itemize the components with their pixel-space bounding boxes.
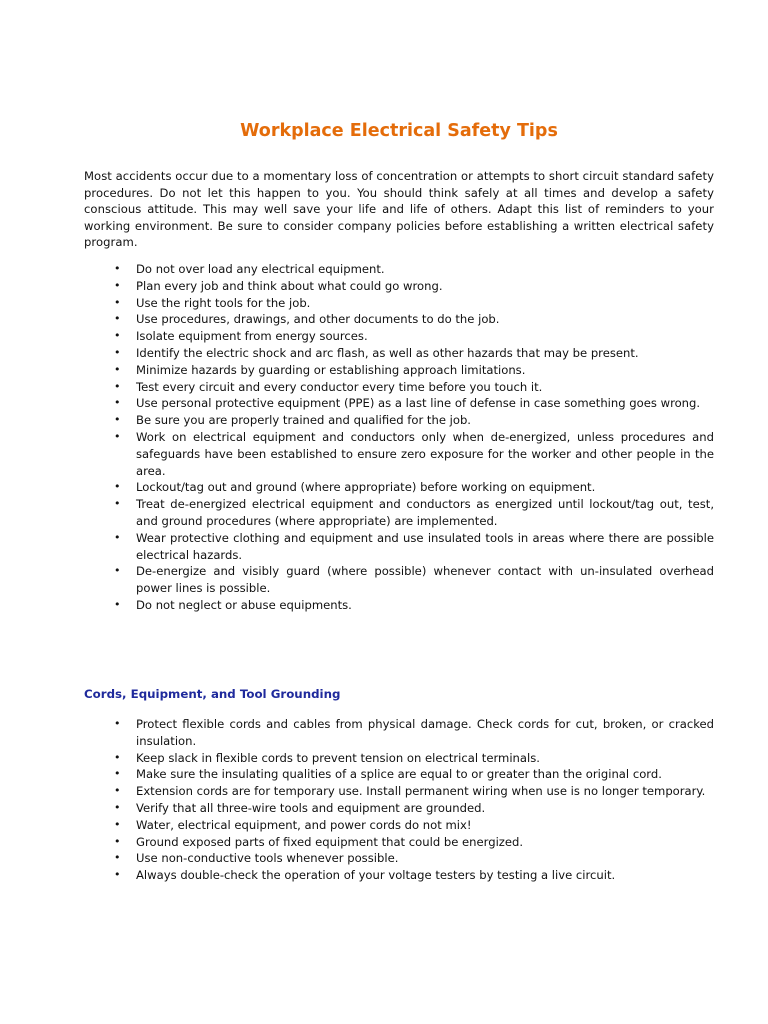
bullet-icon: • xyxy=(114,379,121,393)
list-item-text: Make sure the insulating qualities of a splice are equal to or greater than the original cord. xyxy=(136,767,662,782)
list-item-text: Do not over load any electrical equipment. xyxy=(136,262,385,276)
bullet-icon: • xyxy=(114,717,121,730)
list-item-text: Wear protective clothing and equipment and use insulated tools in areas where there are possible electrical hazards. xyxy=(136,530,714,562)
safety-tips-list xyxy=(84,261,714,614)
list-item xyxy=(84,750,714,767)
list-item xyxy=(84,800,714,817)
list-item-text: Isolate equipment from energy sources. xyxy=(136,329,368,344)
list-item xyxy=(84,311,714,328)
bullet-icon: • xyxy=(114,597,121,611)
bullet-icon: • xyxy=(114,800,121,814)
list-item xyxy=(84,345,714,362)
list-item-text: Water, electrical equipment, and power cords do not mix! xyxy=(136,817,472,832)
list-item-text: Keep slack in flexible cords to prevent tension on electrical terminals. xyxy=(136,750,540,765)
list-item xyxy=(84,597,714,614)
grounding-tips-list xyxy=(84,716,714,884)
list-item-text: De-energize and visibly guard (where possible) whenever contact with un-insulated overhead power lines is possible. xyxy=(136,564,714,596)
list-item xyxy=(84,817,714,834)
list-item xyxy=(84,261,714,278)
list-item xyxy=(84,496,714,530)
bullet-icon: • xyxy=(114,480,121,494)
list-item xyxy=(84,766,714,783)
bullet-icon: • xyxy=(114,262,121,275)
list-item xyxy=(84,563,714,597)
bullet-icon: • xyxy=(114,396,121,410)
list-item xyxy=(84,412,714,429)
list-item-text: Treat de-energized electrical equipment and conductors as energized until lockout/tag out, test, and ground procedures (where appropriate) are implemented. xyxy=(136,497,714,528)
list-item-text: Extension cords are for temporary use. Install permanent wiring when use is no longer temporary. xyxy=(136,784,706,799)
list-item xyxy=(84,850,714,867)
list-item-text: Use procedures, drawings, and other documents to do the job. xyxy=(136,312,500,327)
list-item xyxy=(84,395,714,412)
list-item-text: Use personal protective equipment (PPE) as a last line of defense in case something goes wrong. xyxy=(136,396,701,411)
document-title: Workplace Electrical Safety Tips xyxy=(240,121,558,141)
bullet-icon: • xyxy=(114,817,121,831)
bullet-icon: • xyxy=(114,295,121,309)
list-item xyxy=(84,479,714,496)
bullet-icon: • xyxy=(114,530,121,544)
bullet-icon: • xyxy=(114,429,121,443)
list-item xyxy=(84,783,714,800)
bullet-icon: • xyxy=(114,312,121,326)
list-item xyxy=(84,278,714,295)
section-heading-grounding: Cords, Equipment, and Tool Grounding xyxy=(84,687,341,701)
list-item-text: Ground exposed parts of fixed equipment that could be energized. xyxy=(136,834,524,849)
list-item-text: Be sure you are properly trained and qualified for the job. xyxy=(136,413,471,428)
list-item-text: Lockout/tag out and ground (where appropriate) before working on equipment. xyxy=(136,480,596,495)
list-item-text: Use non-conductive tools whenever possible. xyxy=(136,851,399,866)
bullet-icon: • xyxy=(114,750,121,764)
list-item xyxy=(84,716,714,750)
bullet-icon: • xyxy=(114,362,121,376)
bullet-icon: • xyxy=(114,345,121,359)
list-item xyxy=(84,867,714,884)
list-item xyxy=(84,429,714,479)
list-item-text: Always double-check the operation of your voltage testers by testing a live circuit. xyxy=(136,868,616,883)
list-item xyxy=(84,834,714,851)
bullet-icon: • xyxy=(114,278,121,292)
list-item-text: Minimize hazards by guarding or establishing approach limitations. xyxy=(136,362,526,377)
list-item-text: Work on electrical equipment and conductors only when de-energized, unless procedures and safeguards have been established to ensure zero exposure for the worker and other people in the area. xyxy=(136,429,714,478)
intro-paragraph: Most accidents occur due to a momentary loss of concentration or attempts to short circuit standard safety procedures. Do not let this happen to you. You should think safely at all times and develop a safety conscious attitude. This may well save your life and life of others. Adapt this list of reminders to your working environment. Be sure to consider company policies before establishing a written electrical safety program. xyxy=(84,169,714,250)
list-item-text: Identify the electric shock and arc flash, as well as other hazards that may be present. xyxy=(136,345,639,360)
bullet-icon: • xyxy=(114,767,121,781)
list-item xyxy=(84,530,714,564)
list-item-text: Verify that all three-wire tools and equipment are grounded. xyxy=(136,800,486,815)
bullet-icon: • xyxy=(114,497,121,511)
bullet-icon: • xyxy=(114,834,121,848)
bullet-icon: • xyxy=(114,851,121,865)
list-item xyxy=(84,362,714,379)
list-item-text: Test every circuit and every conductor every time before you touch it. xyxy=(136,379,543,394)
list-item xyxy=(84,328,714,345)
bullet-icon: • xyxy=(114,784,121,798)
list-item-text: Protect flexible cords and cables from physical damage. Check cords for cut, broken, or cracked insulation. xyxy=(136,717,714,748)
list-item-text: Do not neglect or abuse equipments. xyxy=(136,597,352,612)
bullet-icon: • xyxy=(114,329,121,343)
bullet-icon: • xyxy=(114,564,121,578)
list-item-text: Use the right tools for the job. xyxy=(136,295,311,310)
bullet-icon: • xyxy=(114,868,121,882)
list-item xyxy=(84,379,714,396)
list-item-text: Plan every job and think about what could go wrong. xyxy=(136,278,443,293)
bullet-icon: • xyxy=(114,413,121,427)
list-item xyxy=(84,295,714,312)
